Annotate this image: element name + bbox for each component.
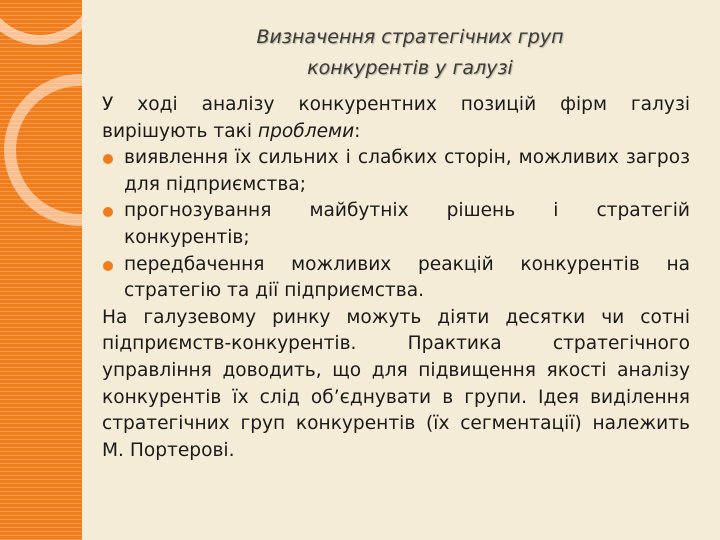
decorative-sidebar — [0, 0, 82, 540]
slide-body — [102, 92, 690, 464]
problem-list — [102, 145, 690, 305]
list-item-text: передбачення можливих реакцій конкурентів на стратегію та дії підприємства. — [124, 253, 690, 302]
intro-lead: У ході аналізу конкурентних позицій фірм галузі вирішують такі — [102, 94, 690, 142]
list-item-text: прогнозування майбутніх рішень і стратегій конкурентів; — [124, 200, 690, 248]
title-line-1: Визначення стратегічних груп — [256, 26, 564, 48]
title-line-2: конкурентів у галузі — [307, 57, 513, 79]
list-item — [102, 198, 690, 251]
intro-emphasis: проблеми — [257, 120, 355, 142]
intro-tail: : — [354, 120, 361, 142]
closing-paragraph: На галузевому ринку можуть діяти десятки чи сотні підприємств-конкурентів. Практика стратегічного управління доводить, що для підвищення якості аналізу конкурентів їх слід об’єднувати в групи. Ідея виділення стратегічних груп конкурентів (їх сегментації) належить М. Портерові. — [102, 306, 690, 461]
bullet-icon — [103, 261, 113, 271]
list-item-text: виявлення їх сильних і слабких сторін, можливих загроз для підприємства; — [124, 147, 690, 195]
slide-title — [160, 22, 660, 84]
circle-ornament-icon — [0, 0, 82, 540]
list-item — [102, 145, 690, 198]
bullet-icon — [103, 154, 113, 164]
bullet-icon — [103, 207, 113, 217]
intro-paragraph — [102, 92, 690, 145]
list-item — [102, 252, 690, 305]
